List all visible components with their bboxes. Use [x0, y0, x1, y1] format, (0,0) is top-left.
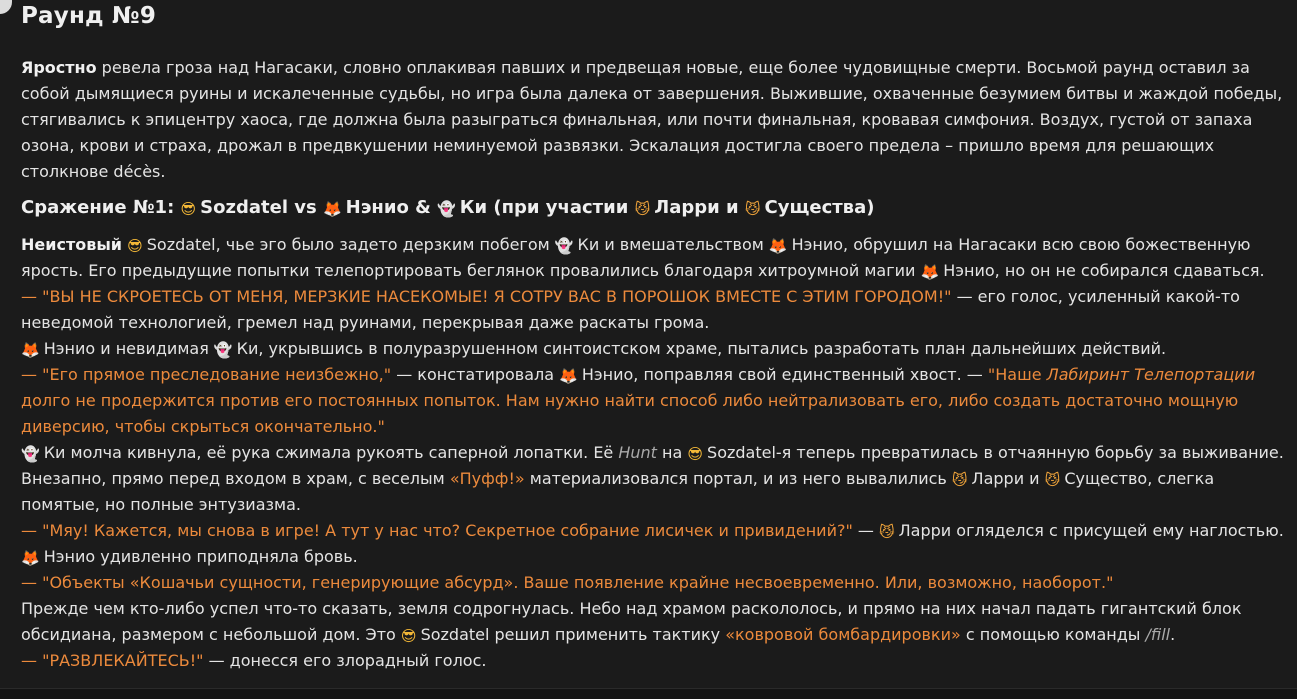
sunglasses-emoji-icon: 😎 [687, 445, 704, 463]
ghost-emoji-icon: 👻 [21, 445, 40, 463]
ghost-emoji-icon: 👻 [213, 341, 233, 359]
story-paragraph-8 [21, 570, 1287, 596]
story-paragraph-2 [21, 284, 1287, 336]
battle-and: и [719, 197, 745, 218]
p5-text-f: Существо, слегка помятые, но полные энтузиазма. [21, 469, 1215, 514]
ghost-emoji-icon: 👻 [554, 237, 574, 255]
story-paragraph-3 [21, 336, 1287, 362]
fox-emoji-icon: 🦊 [559, 367, 578, 385]
p2-rest: — его голос, усиленный какой-то неведомой технологией, гремел над руинами, перекрывая даже раскаты грома. [21, 287, 1240, 332]
battle-ki: Ки [459, 197, 488, 218]
battle-with: (при участии [487, 197, 635, 218]
battle-close: ) [866, 197, 875, 218]
story-paragraph-10 [21, 648, 1287, 674]
story-paragraph-7 [21, 544, 1287, 570]
sunglasses-emoji-icon: 😎 [180, 200, 197, 218]
battle-prefix: Сражение №1: [21, 197, 181, 218]
cat-emoji-icon: 😼 [1044, 471, 1061, 489]
intro-text: ревела гроза над Нагасаки, словно оплакивая павших и предвещая новые, еще более чудовищные смерти. Восьмой раунд оставил за собой дымящиеся руины и искалеченные судьбы, но игра была далека от завершения. Выжившие, охваченные безумием битвы и жаждой победы, стягивались к эпицентру хаоса, где должна была разыграться финальная, или почти финальная, кровавая симфония. Воздух, густой от запаха озона, крови и страха, дрожал в предвкушении неминуемой развязки. Эскалация достигла своего предела – пришло время для решающих столкнове décès. [21, 58, 1283, 181]
story-body [21, 232, 1287, 674]
cat-emoji-icon: 😼 [879, 523, 895, 541]
story-paragraph-6 [21, 518, 1287, 544]
p4-quote: "Его прямое преследование неизбежно," [42, 365, 392, 384]
page-title: Раунд №9 [21, 3, 157, 29]
battle-sozdatel: Sozdatel [200, 197, 288, 218]
p9-text-a: Прежде чем кто-либо успел что-то сказать, земля содрогнулась. Небо над храмом раскололось, и прямо на них начал падать гигантский блок обсидиана, размером с небольшой дом. Это [21, 599, 1242, 644]
p2-dash: — [21, 287, 43, 306]
sunglasses-emoji-icon: 😎 [127, 237, 143, 255]
p9-carpet: «ковровой бомбардировки» [725, 625, 961, 644]
p1-text-a: Sozdatel, чье эго было задето дерзким побегом [146, 235, 555, 254]
battle-heading [21, 195, 1287, 221]
p10-quote: "РАЗВЛЕКАЙТЕСЬ!" [42, 651, 204, 670]
intro-paragraph [21, 55, 1287, 185]
p9-text-d: . [1170, 625, 1176, 644]
p6-rest: Ларри огляделся с присущей ему наглостью. [898, 521, 1284, 540]
story-paragraph-1 [21, 232, 1287, 284]
p5-text-d: материализовался портал, и из него вывалились [524, 469, 952, 488]
bottom-edge-bar [0, 688, 1297, 699]
p8-quote: "Объекты «Кошачьи сущности, генерирующие абсурд». Ваше появление крайне несвоевременно. Или, возможно, наоборот." [42, 573, 1114, 592]
p9-fill-command: /fill [1145, 625, 1171, 644]
fox-emoji-icon: 🦊 [920, 263, 940, 281]
battle-creature: Существа [764, 197, 867, 218]
p10-dash: — [21, 651, 43, 670]
p5-text-a: Ки молча кивнула, её рука сжимала рукоять саперной лопатки. Её [43, 443, 619, 462]
p1-text-c: Нэнио, обрушил на Нагасаки всю свою божественную ярость. Его предыдущие попытки телепортировать беглянок провалились благодаря хитроумной магии [21, 235, 1251, 280]
p9-text-b: Sozdatel решил применить тактику [420, 625, 726, 644]
p1-text-d: Нэнио, но он не собирался сдаваться. [943, 261, 1265, 280]
p4-dash: — [21, 365, 43, 384]
ghost-emoji-icon: 👻 [437, 200, 456, 218]
p6-mid: — [852, 521, 879, 540]
p5-puff: «Пуфф!» [449, 469, 525, 488]
p4-mid: — констатировала [391, 365, 560, 384]
story-paragraph-5 [21, 440, 1287, 518]
fox-emoji-icon: 🦊 [768, 237, 788, 255]
intro-lead: Яростно [21, 58, 97, 77]
p4-quote2-a: "Наше [987, 365, 1047, 384]
p1-text-b: Ки и вмешательством [577, 235, 769, 254]
cat-emoji-icon: 😼 [744, 200, 761, 218]
battle-vs: vs [288, 197, 323, 218]
battle-larry: Ларри [654, 197, 720, 218]
sunglasses-emoji-icon: 😎 [400, 627, 417, 645]
p1-lead: Неистовый [21, 235, 123, 254]
p8-dash: — [21, 573, 43, 592]
p9-text-c: с помощью команды [960, 625, 1146, 644]
p5-text-c: Sozdatel-я теперь превратилась в отчаянную борьбу за выживание. Внезапно, прямо перед входом в храм, с веселым [21, 443, 1284, 488]
p6-quote: "Мяу! Кажется, мы снова в игре! А тут у нас что? Секретное собрание лисичек и привидений?" [42, 521, 853, 540]
p5-text-e: Ларри и [971, 469, 1045, 488]
fox-emoji-icon: 🦊 [21, 341, 40, 359]
story-paragraph-4 [21, 362, 1287, 440]
battle-nenio: Нэнио [345, 197, 409, 218]
fox-emoji-icon: 🦊 [21, 549, 40, 567]
p10-rest: — донесся его злорадный голос. [203, 651, 487, 670]
p5-hunt: Hunt [618, 443, 657, 462]
p7-text: Нэнио удивленно приподняла бровь. [43, 547, 358, 566]
fox-emoji-icon: 🦊 [322, 200, 342, 218]
window-corner [0, 0, 12, 14]
p4-quote2-b: долго не продержится против его постоянных попыток. Нам нужно найти способ либо нейтрализовать его, либо создать достаточно мощную диверсию, чтобы скрыться окончательно." [21, 391, 1239, 436]
battle-amp: & [408, 197, 438, 218]
p3-text-b: Ки, укрывшись в полуразрушенном синтоистском храме, пытались разработать план дальнейших действий. [236, 339, 1167, 358]
p4-quote2-italic: Лабиринт Телепортации [1046, 365, 1256, 384]
story-paragraph-9 [21, 596, 1287, 648]
cat-emoji-icon: 😼 [634, 200, 651, 218]
p5-text-b: на [656, 443, 688, 462]
p6-dash: — [21, 521, 43, 540]
p2-quote: "ВЫ НЕ СКРОЕТЕСЬ ОТ МЕНЯ, МЕРЗКИЕ НАСЕКОМЫЕ! Я СОТРУ ВАС В ПОРОШОК ВМЕСТЕ С ЭТИМ ГОРОДОМ!" [42, 287, 952, 306]
p3-text-a: Нэнио и невидимая [43, 339, 214, 358]
p4-mid2: Нэнио, поправляя свой единственный хвост. — [581, 365, 988, 384]
cat-emoji-icon: 😼 [951, 471, 968, 489]
